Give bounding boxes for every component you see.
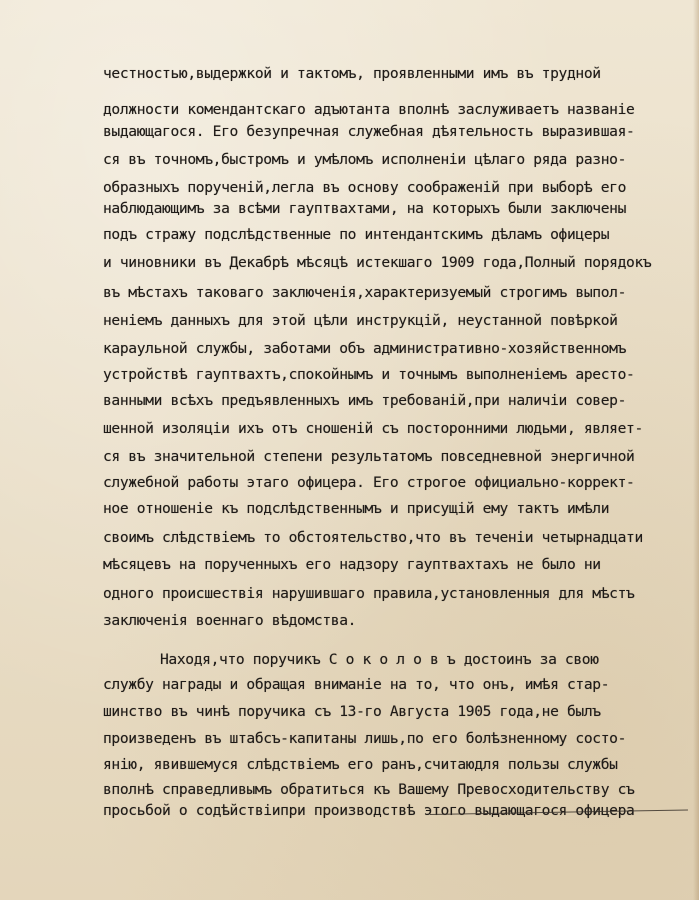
paragraph-first-line: Находя,что поручикъ С о к о л о в ъ достоинъ за свою [160, 651, 599, 668]
text-line: служебной работы этаго офицера. Его строгое официально-коррект- [103, 474, 635, 491]
text-line: заключенія военнаго вѣдомства. [103, 612, 357, 629]
text-line: ся въ значительной степени результатомъ повседневной энергичной [103, 448, 635, 465]
text-line: честностью,выдержкой и тактомъ, проявленными имъ въ трудной [103, 65, 601, 82]
text-line: ванными всѣхъ предъявленныхъ имъ требованій,при наличіи совер- [103, 392, 627, 409]
text-line: и чиновники въ Декабрѣ мѣсяцѣ истекшаго 1909 года,Полный порядокъ [103, 254, 652, 271]
text-line: въ мѣстахъ таковаго заключенія,характеризуемый строгимъ выпол- [103, 284, 627, 301]
text-line: своимъ слѣдствіемъ то обстоятельство,что въ теченіи четырнадцати [103, 529, 643, 546]
text-line: ное отношеніе къ подслѣдственнымъ и присущій ему тактъ имѣли [103, 500, 610, 517]
text-line: должности комендантскаго адъютанта вполнѣ заслуживаетъ названіе [103, 101, 635, 118]
text-line: устройствѣ гауптвахтъ,спокойнымъ и точнымъ выполненіемъ аресто- [103, 366, 635, 383]
text-line: мѣсяцевъ на порученныхъ его надзору гауптвахтахъ не было ни [103, 556, 601, 573]
text-line: янію, явившемуся слѣдствіемъ его ранъ,считаюдля пользы службы [103, 756, 618, 773]
text-line: просьбой о содѣйствіипри производствѣ этого выдающагося офицера [103, 802, 635, 819]
text-line: службу награды и обращая вниманіе на то, что онъ, имѣя стар- [103, 676, 610, 693]
text-line: одного происшествія нарушившаго правила,установленныя для мѣстъ [103, 585, 635, 602]
text-line: наблюдающимъ за всѣми гауптвахтами, на которыхъ были заключены [103, 200, 627, 217]
text-line: шинство въ чинѣ поручика съ 13-го Августа 1905 года,не былъ [103, 703, 601, 720]
text-line: ся въ точномъ,быстромъ и умѣломъ исполненіи цѣлаго ряда разно- [103, 151, 627, 168]
text-line: подъ стражу подслѣдственные по интендантскимъ дѣламъ офицеры [103, 226, 610, 243]
paper-fold-shadow [693, 0, 699, 900]
text-line: произведенъ въ штабсъ-капитаны лишь,по его болѣзненному состо- [103, 730, 627, 747]
text-line: образныхъ порученій,легла въ основу соображеній при выборѣ его [103, 179, 627, 196]
text-line: выдающагося. Его безупречная служебная дѣятельность выразившая- [103, 123, 635, 140]
text-line: неніемъ данныхъ для этой цѣли инструкцій, неустанной повѣркой [103, 312, 618, 329]
text-line: шенной изоляціи ихъ отъ сношеній съ посторонними людьми, являет- [103, 420, 643, 437]
text-line: караульной службы, заботами объ административно-хозяйственномъ [103, 340, 627, 357]
text-line: вполнѣ справедливымъ обратиться къ Вашему Превосходительству съ [103, 781, 635, 798]
